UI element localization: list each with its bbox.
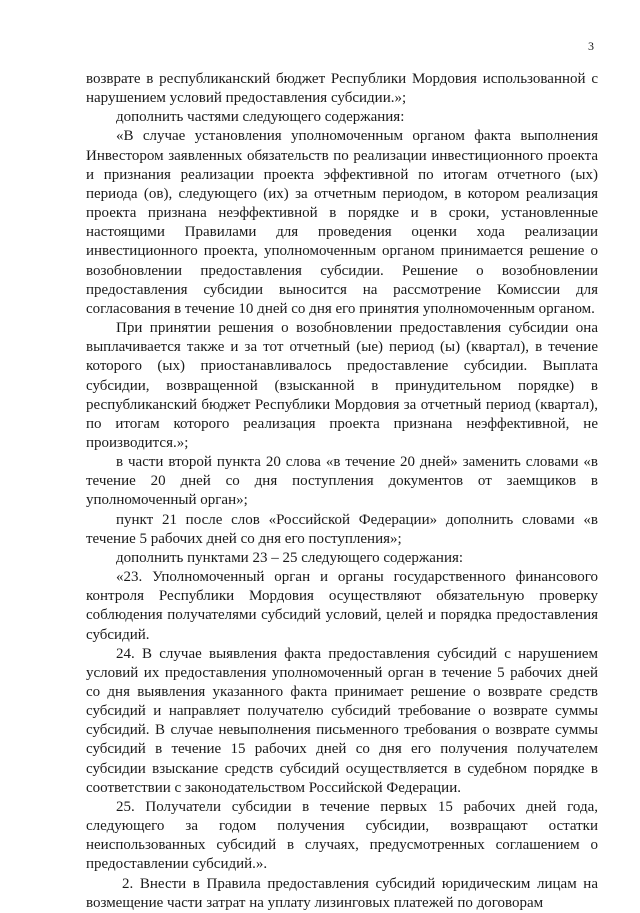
paragraph: пункт 21 после слов «Российской Федерации» дополнить словами «в течение 5 рабочих дней со дня его поступления»; bbox=[86, 511, 598, 547]
paragraph: дополнить частями следующего содержания: bbox=[116, 109, 405, 126]
page-number: 3 bbox=[588, 39, 594, 53]
paragraph: 24. В случае выявления факта предоставления субсидий с нарушением условий их предоставления уполномоченный орган в течение 5 рабочих дней со дня выявления указанного факта принимает решение о возврате средств субсидий и направляет получателю субсидий требование о возврате суммы субсидий. В случае невыполнения письменного требования о возврате суммы субсидий в течение 15 рабочих дней со дня его получения получателем субсидии взыскание средств субсидий осуществляется в судебном порядке в соответствии с законодательством Российской Федерации. bbox=[86, 645, 598, 796]
paragraph: «23. Уполномоченный орган и органы государственного финансового контроля Республики Мордовия осуществляют обязательную проверку соблюдения получателями субсидий условий, целей и порядка предоставления субсидий. bbox=[86, 569, 598, 643]
document-body bbox=[86, 70, 598, 913]
paragraph: 2. Внести в Правила предоставления субсидий юридическим лицам на возмещение части затрат на уплату лизинговых платежей по договорам bbox=[86, 875, 598, 911]
paragraph: дополнить пунктами 23 – 25 следующего содержания: bbox=[116, 549, 464, 566]
paragraph: 25. Получатели субсидии в течение первых 15 рабочих дней года, следующего за годом получения субсидии, возвращают остатки неиспользованных субсидий в случаях, предусмотренных соглашением о предоставлении субсидий.». bbox=[86, 798, 598, 873]
paragraph: в части второй пункта 20 слова «в течение 20 дней» заменить словами «в течение 20 дней со дня поступления документов от заемщиков в уполномоченный орган»; bbox=[86, 454, 598, 509]
paragraph: возврате в республиканский бюджет Республики Мордовия использованной с нарушением условий предоставления субсидии.»; bbox=[86, 71, 598, 107]
paragraph: При принятии решения о возобновлении предоставления субсидии она выплачивается также и за тот отчетный (ые) период (ы) (квартал), в течение которого (ых) приостанавливалось предоставление субсидии. Выплата субсидии, возвращенной (взысканной в принудительном порядке) в республиканский бюджет Республики Мордовия за отчетный период (квартал), по итогам которого реализация проекта признана неэффективной, не производится.»; bbox=[86, 320, 598, 451]
paragraph: «В случае установления уполномоченным органом факта выполнения Инвестором заявленных обязательств по реализации инвестиционного проекта и признания реализации проекта эффективной по итогам отчетного (ых) периода (ов), следующего (их) за отчетным периодом, в котором реализация проекта признана неэффективной в порядке и в сроки, установленные настоящими Правилами для проведения оценки хода реализации инвестиционного проекта, уполномоченным органом принимается решение о возобновлении предоставления субсидии. Решение о возобновлении предоставления субсидии выносится на рассмотрение Комиссии для согласования в течение 10 дней со дня его принятия уполномоченным органом. bbox=[86, 128, 598, 317]
